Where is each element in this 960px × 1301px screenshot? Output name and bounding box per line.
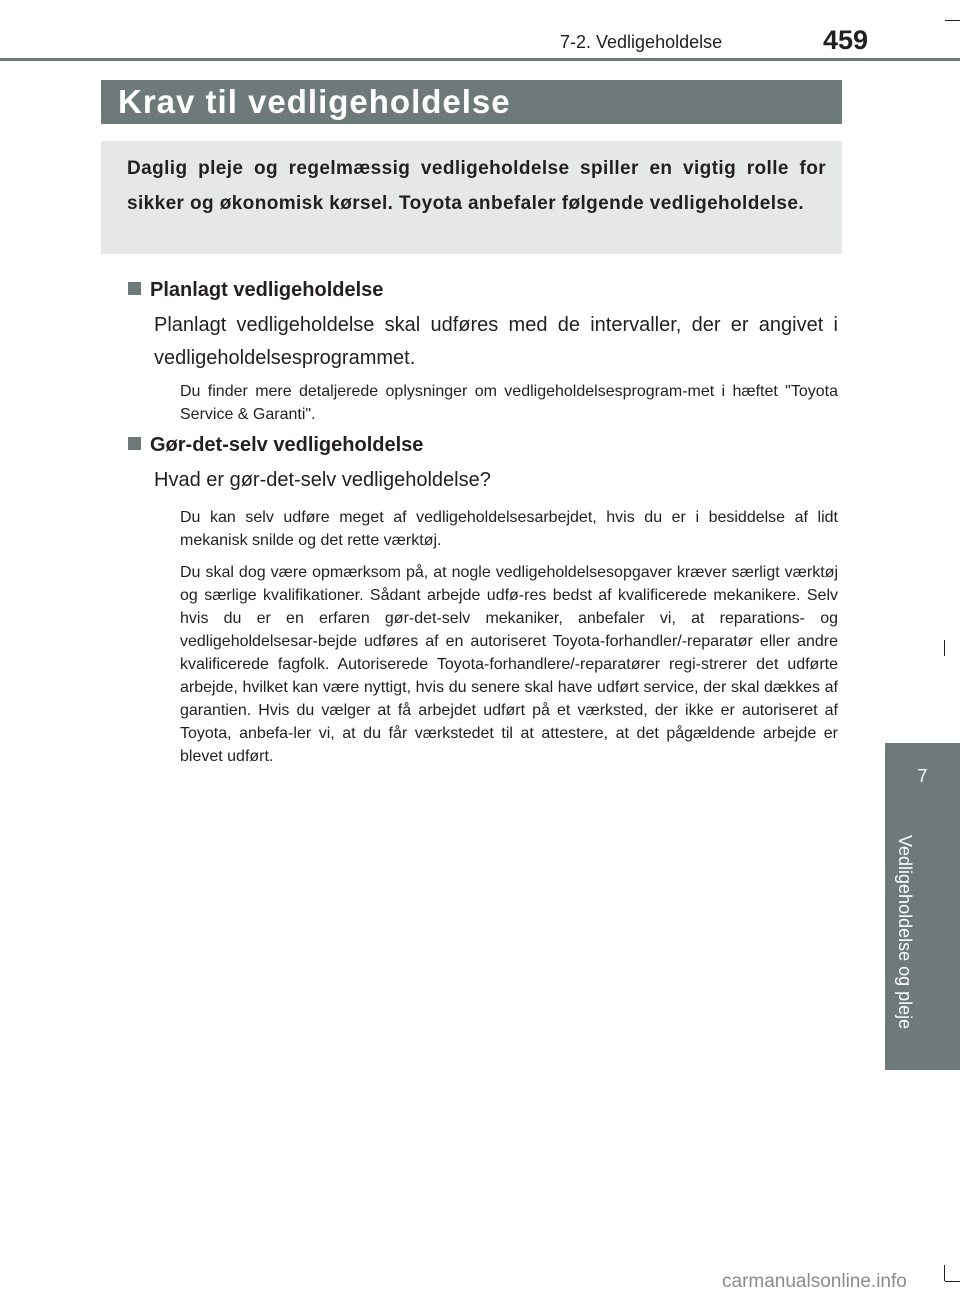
section-heading-planned [128,279,383,302]
section-lead-text: Hvad er gør-det-selv vedligeholdelse? [154,469,491,491]
section-note: Du finder mere detaljerede oplysninger om vedligeholdelsesprogram-met i hæftet "Toyota Service & Garanti". [180,383,838,423]
section-heading-diy [128,434,423,457]
chapter-tab [885,743,960,827]
square-bullet-icon [128,437,141,450]
crop-mark [945,20,960,21]
intro-box [101,141,842,254]
crop-mark [944,640,945,656]
section-heading-text: Planlagt vedligeholdelse [150,279,384,301]
section-heading-text: Gør-det-selv vedligeholdelse [150,434,424,456]
section-note: Du skal dog være opmærksom på, at nogle vedligeholdelsesopgaver kræver særligt værktøj og særlige kvalifikationer. Sådant arbejde udfø-res bedst af kvalificerede mekanikere. Selv hvis du er en erfaren gør-det-selv mekaniker, anbefaler vi, at reparations- og vedligeholdelsesar-bejde udføres af en autoriseret Toyota-forhandler/-reparatør eller andre kvalificerede fagfolk. Autoriserede Toyota-forhandlere/-reparatører regi-strerer det udførte arbejde, hvilket kan være nyttigt, hvis du senere skal have udført service, der skal dækkes af garantien. Hvis du vælger at få arbejdet udført på et værksted, der ikke er autoriseret af Toyota, anbefa-ler vi, at du får værkstedet til at attestere, at det pågældende arbejde er blevet udført. [180,564,838,765]
title-bar [101,80,842,124]
header-divider [0,58,960,61]
page-number: 459 [823,25,869,55]
page-title: Krav til vedligeholdelse [118,83,511,120]
chapter-label: Vedligeholdelse og pleje [895,835,915,1030]
square-bullet-icon [128,282,141,295]
intro-text: Daglig pleje og regelmæssig vedligeholdelse spiller en vigtig rolle for sikker og økonomisk kørsel. Toyota anbefaler følgende vedligeholdelse. [127,158,826,214]
chapter-number: 7 [917,766,928,786]
watermark: carmanualsonline.info [722,1271,907,1292]
header-section-title: 7-2. Vedligeholdelse [560,32,723,52]
section-note: Du kan selv udføre meget af vedligeholdelsesarbejdet, hvis du er i besiddelse af lidt mekanisk snilde og det rette værktøj. [180,509,838,549]
section-lead-text: Planlagt vedligeholdelse skal udføres med de intervaller, der er angivet i vedligeholdelsesprogrammet. [154,314,838,369]
crop-mark [945,1281,960,1282]
crop-mark [944,1265,945,1281]
